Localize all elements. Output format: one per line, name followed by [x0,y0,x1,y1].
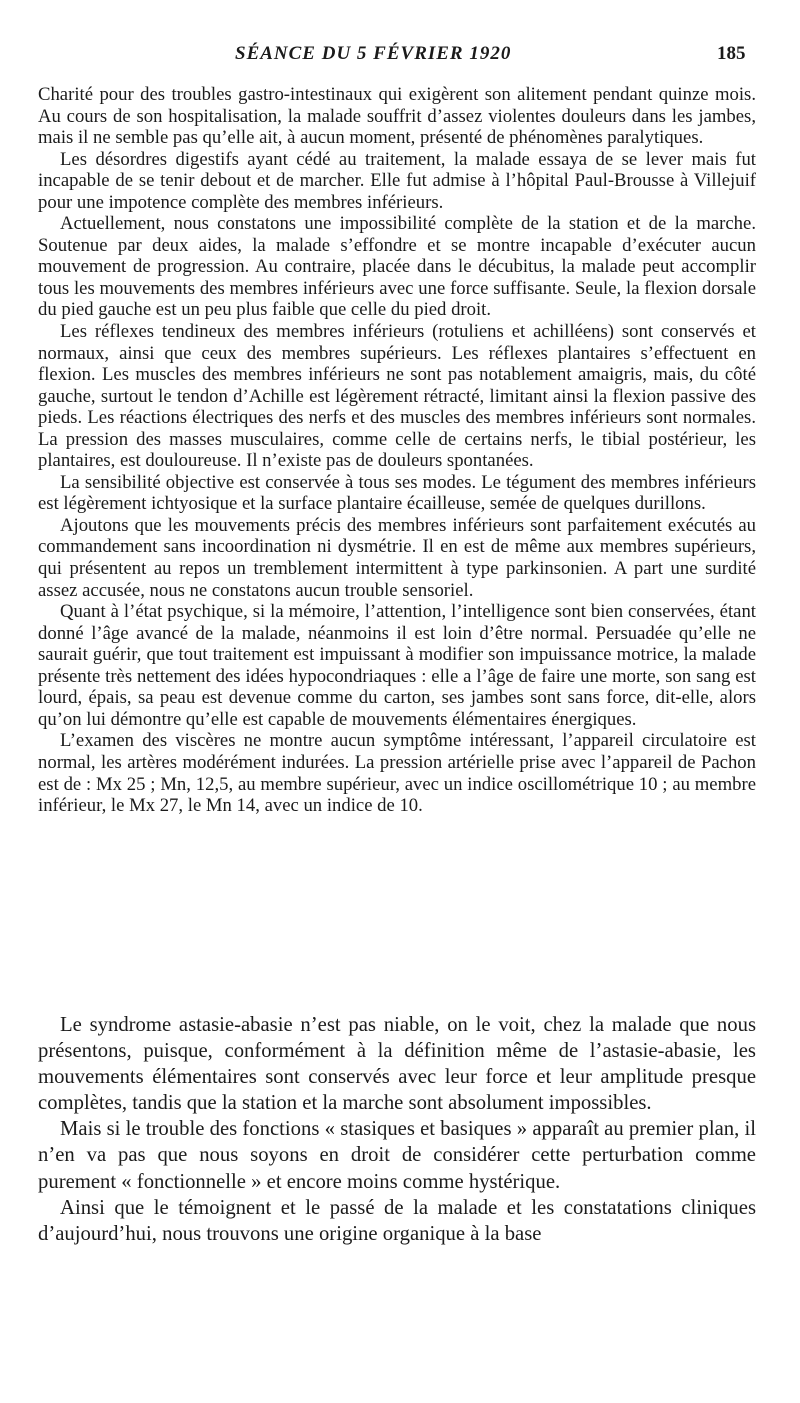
paragraph-sensibility: La sensibilité objective est conservée à tous ses modes. Le tégument des membres inférieurs est légèrement ichtyosique et la surface plantaire écailleuse, semée de quelques durillons. [38,471,756,515]
paragraph-psychic-state: Quant à l’état psychique, si la mémoire, l’attention, l’intelligence sont bien conservées, étant donné l’âge avancé de la malade, néanmoins il est loin d’être normal. Persuadée qu’elle ne saurait guérir, que tout traitement est impuissant à modifier son impuissance motrice, la malade présente très nettement des idées hypocondriaques : elle a l’âge de faire une morte, son sang est lourd, épais, sa peau est devenue comme du carton, ses jambes sont sans force, dit-elle, alors qu’on lui démontre qu’elle est capable de mouvements élémentaires énergiques. [38,601,756,730]
paragraph-organic-origin: Ainsi que le témoignent et le passé de la malade et les constatations cliniques d’aujourd’hui, nous trouvons une origine organique à la base [38,1196,756,1245]
paragraph-astasia-abasia-syndrome: Le syndrome astasie-abasie n’est pas niable, on le voit, chez la malade que nous présentons, puisque, conformément à la définition même de l’astasie-abasie, les mouvements élémentaires sont conservés avec leur force et leur amplitude presque complètes, tandis que la station et la marche sont absolument impossibles. [38,1014,756,1115]
paragraph-functional-disorder: Mais si le trouble des fonctions « stasiques et basiques » apparaît au premier plan, il n’en va pas que nous soyons en droit de considérer cette perturbation comme purement « fonctionnelle » et encore moins comme hystérique. [38,1118,756,1193]
case-report-section [38,84,756,817]
paragraph-movements: Ajoutons que les mouvements précis des membres inférieurs sont parfaitement exécutés au commandement sans incoordination ni dysmétrie. Il en est de même aux membres supérieurs, qui présentent au repos un tremblement intermittent à type parkinsonien. A part une surdité assez accusée, nous ne constatons aucun trouble sensoriel. [38,514,756,601]
paragraph-hospitalisation-continued: Charité pour des troubles gastro-intestinaux qui exigèrent son alitement pendant quinze mois. Au cours de son hospitalisation, la malade souffrit d’assez violentes douleurs dans les jambes, mais il ne semble pas qu’elle ait, à aucun moment, présenté de phénomènes paralytiques. [38,84,756,149]
page-header [0,43,800,69]
paragraph-viscera-examination: L’examen des viscères ne montre aucun symptôme intéressant, l’appareil circulatoire est normal, les artères modérément indurées. La pression artérielle prise avec l’appareil de Pachon est de : Mx 25 ; Mn, 12,5, au membre supérieur, avec un indice oscillométrique 10 ; au membre inférieur, le Mx 27, le Mn 14, avec un indice de 10. [38,730,756,817]
discussion-section [38,1012,756,1247]
paragraph-current-state: Actuellement, nous constatons une impossibilité complète de la station et de la marche. Soutenue par deux aides, la malade s’effondre et se montre incapable d’exécuter aucun mouvement de progression. Au contraire, placée dans le décubitus, la malade peut accomplir tous les mouvements des membres inférieurs avec une force suffisante. Seule, la flexion dorsale du pied gauche est un peu plus faible que celle du pied droit. [38,213,756,321]
page-number: 185 [717,43,746,64]
paragraph-reflexes: Les réflexes tendineux des membres inférieurs (rotuliens et achilléens) sont conservés et normaux, ainsi que ceux des membres supérieurs. Les réflexes plantaires s’effectuent en flexion. Les muscles des membres inférieurs ne sont pas notablement amaigris, mais, du côté gauche, surtout le tendon d’Achille est légèrement rétracté, limitant ainsi la flexion passive des pieds. Les réactions électriques des nerfs et des muscles des membres inférieurs sont normales. La pression des masses musculaires, comme celle de certains nerfs, le tibial postérieur, les plantaires, est douloureuse. Il n’existe pas de douleurs spontanées. [38,321,756,472]
running-title: SÉANCE DU 5 FÉVRIER 1920 [235,43,512,64]
paragraph-digestive-disorders: Les désordres digestifs ayant cédé au traitement, la malade essaya de se lever mais fut incapable de se tenir debout et de marcher. Elle fut admise à l’hôpital Paul-Brousse à Villejuif pour une impotence complète des membres inférieurs. [38,148,756,213]
